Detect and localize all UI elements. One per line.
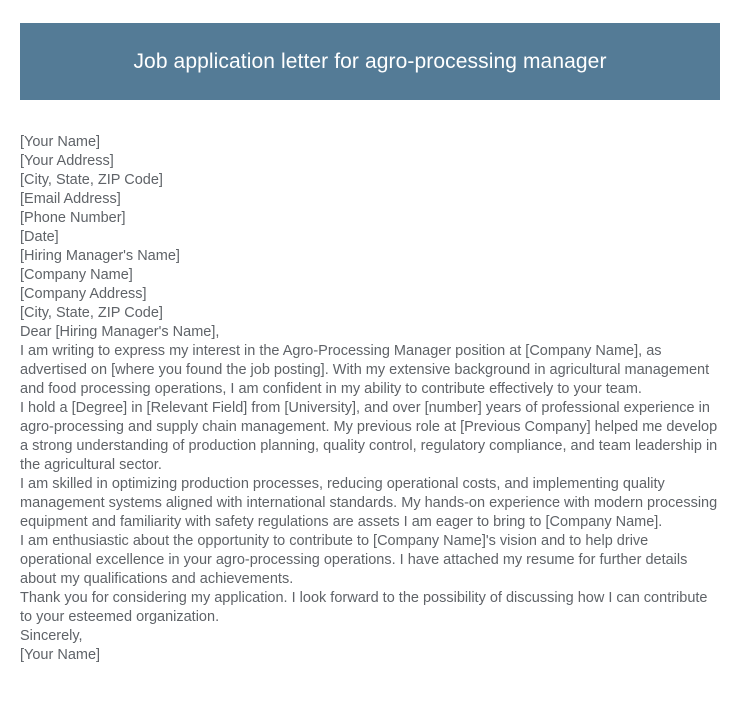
letter-signature: [Your Name] [20, 647, 101, 663]
letter-body [20, 133, 720, 665]
sender-line-city-state-zip: [City, State, ZIP Code] [20, 172, 163, 188]
sender-line-address: [Your Address] [20, 153, 114, 169]
sender-line-email: [Email Address] [20, 191, 121, 207]
recipient-line-city-state-zip: [City, State, ZIP Code] [20, 305, 163, 321]
page-title: Job application letter for agro-processing manager [133, 49, 607, 73]
letter-paragraph-3: I am skilled in optimizing production processes, reducing operational costs, and implementing quality management systems aligned with international standards. My hands-on experience with modern processing equipment and familiarity with safety regulations are assets I am eager to bring to [Company Name]. [20, 476, 718, 530]
sender-address-block [20, 133, 720, 247]
sender-line-date: [Date] [20, 229, 59, 245]
letter-paragraph-4: I am enthusiastic about the opportunity to contribute to [Company Name]'s vision and to help drive operational excellence in your agro-processing operations. I have attached my resume for further details about my qualifications and achievements. [20, 533, 688, 587]
letter-paragraph-5: Thank you for considering my application. I look forward to the possibility of discussing how I can contribute to your esteemed organization. [20, 590, 708, 625]
sender-line-phone: [Phone Number] [20, 210, 126, 226]
recipient-line-manager-name: [Hiring Manager's Name] [20, 248, 180, 264]
recipient-address-block [20, 247, 720, 323]
letter-paragraph-2: I hold a [Degree] in [Relevant Field] from [University], and over [number] years of professional experience in agro-processing and supply chain management. My previous role at [Previous Company] helped me develop a strong understanding of production planning, quality control, regulatory compliance, and team leadership in the agricultural sector. [20, 400, 718, 473]
document-title-banner [20, 23, 720, 100]
letter-paragraph-1: I am writing to express my interest in the Agro-Processing Manager position at [Company Name], as advertised on [where you found the job posting]. With my extensive background in agricultural management and food processing operations, I am confident in my ability to contribute effectively to your team. [20, 343, 710, 397]
letter-salutation: Dear [Hiring Manager's Name], [20, 324, 220, 340]
recipient-line-company-name: [Company Name] [20, 267, 133, 283]
letter-closing: Sincerely, [20, 628, 83, 644]
sender-line-name: [Your Name] [20, 134, 101, 150]
recipient-line-company-address: [Company Address] [20, 286, 147, 302]
